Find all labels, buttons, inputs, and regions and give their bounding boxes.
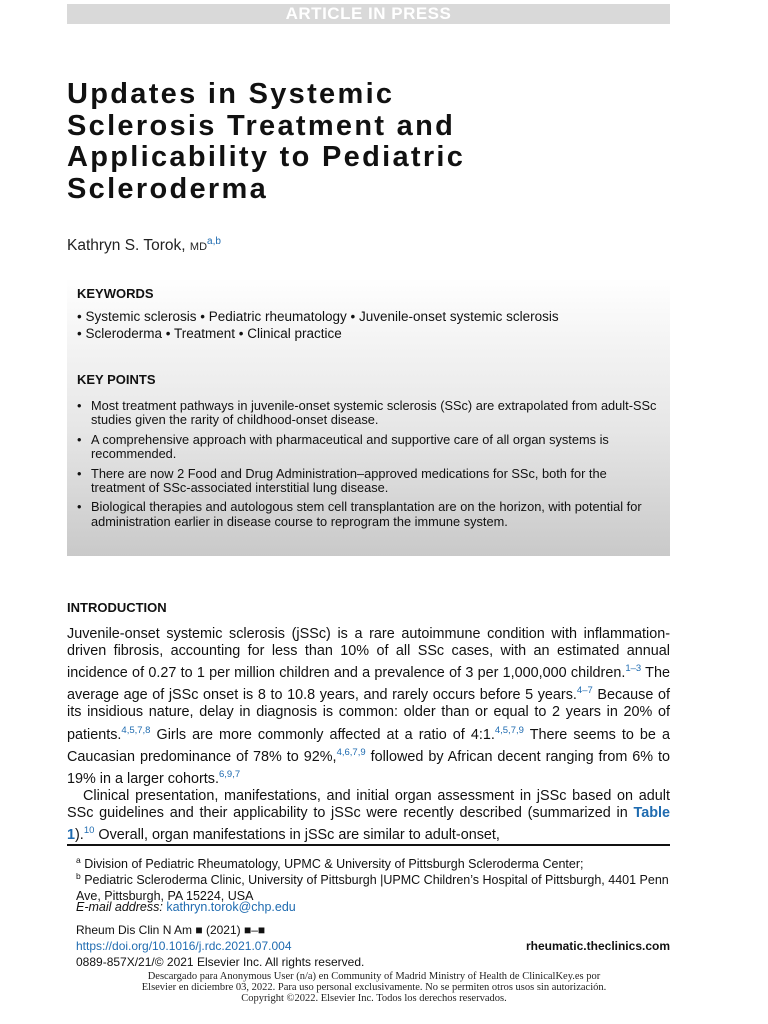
table-1-link[interactable]: Table 1: [67, 804, 670, 843]
text-run: followed by African decent ranging from 6% to 19% in a larger cohorts.: [67, 748, 671, 787]
keywords-keypoints-box: [67, 278, 670, 556]
article-in-press-banner: ARTICLE IN PRESS: [67, 4, 670, 24]
email-link[interactable]: kathryn.torok@chp.edu: [166, 900, 296, 914]
reference-link[interactable]: 4,5,7,8: [121, 724, 151, 736]
title-line: Applicability to Pediatric: [67, 141, 466, 173]
key-point-item: • A comprehensive approach with pharmaceutical and supportive care of all organ systems is recommended.: [77, 433, 659, 462]
footnote-mark: b: [76, 871, 81, 881]
keywords-line: • Scleroderma • Treatment • Clinical practice: [77, 326, 342, 341]
paragraph: [67, 788, 670, 844]
email-label: E-mail address:: [76, 900, 163, 914]
keywords-line: • Systemic sclerosis • Pediatric rheumatology • Juvenile-onset systemic sclerosis: [77, 309, 559, 324]
text-run: Because of its insidious nature, delay in diagnosis is common: older than or equal to 2 years in 20% of patients.: [67, 687, 670, 743]
reference-link[interactable]: 4,5,7,9: [494, 724, 524, 736]
key-point-item: • There are now 2 Food and Drug Administration–approved medications for SSc, both for the treatment of SSc-associated interstitial lung disease.: [77, 467, 659, 496]
introduction-body: [67, 626, 670, 844]
author-degree: MD: [189, 241, 208, 254]
keywords-heading: KEYWORDS: [77, 286, 154, 301]
title-line: Sclerosis Treatment and: [67, 109, 456, 142]
text-run: Overall, organ manifestations in jSSc are similar to adult-onset,: [94, 826, 500, 843]
title-line: Scleroderma: [67, 172, 268, 205]
key-point-item: • Most treatment pathways in juvenile-onset systemic sclerosis (SSc) are extrapolated from adult-SSc studies given the rarity of childhood-onset disease.: [77, 399, 659, 428]
author-name: Kathryn S. Torok,: [67, 237, 186, 255]
text-run: ).: [75, 826, 84, 843]
text-run: There seems to be a Caucasian predominance of 78% to 92%,: [67, 726, 670, 765]
footnote-text: Division of Pediatric Rheumatology, UPMC & University of Pittsburgh Scleroderma Center;: [80, 857, 584, 872]
text-run: Clinical presentation, manifestations, and initial organ assessment in jSSc based on adult SSc guidelines and their applicability to jSSc were recently described (summarized in: [67, 787, 670, 821]
reference-link[interactable]: 6,9,7: [218, 768, 241, 780]
title-line: Updates in Systemic: [67, 78, 395, 110]
paragraph: [67, 626, 670, 788]
key-points-list: [77, 399, 659, 534]
article-title: [67, 79, 627, 205]
text-run: Juvenile-onset systemic sclerosis (jSSc) is a rare autoimmune condition with inflammation-driven fibrosis, accounting for less than 10% of all SSc cases, with an estimated annual incidence of 0.27 to 1 per million children and a prevalence of 3 per 1,000,000 children.: [67, 626, 670, 682]
download-notice: Descargado para Anonymous User (n/a) en Community of Madrid Ministry of Health de ClinicalKey.es por Elsevier en diciembre 03, 2022. Para uso personal exclusivamente. No se permiten otros usos sin autorización. Copyright ©2022. Elsevier Inc. Todos los derechos reservados.: [141, 971, 607, 1004]
copyright-line: 0889-857X/21/© 2021 Elsevier Inc. All rights reserved.: [76, 955, 365, 969]
key-points-heading: KEY POINTS: [77, 372, 156, 387]
author-line: [67, 236, 221, 255]
journal-citation: Rheum Dis Clin N Am ■ (2021) ■–■: [76, 923, 266, 937]
reference-link[interactable]: 10: [83, 825, 95, 837]
footnote-mark: a: [76, 855, 81, 865]
reference-link[interactable]: 4,6,7,9: [336, 746, 366, 758]
footnote-email: [76, 899, 676, 915]
text-run: Girls are more commonly affected at a ratio of 4:1.: [150, 726, 495, 743]
author-affiliation-link[interactable]: a,b: [207, 236, 221, 247]
text-run: The average age of jSSc onset is 8 to 10.8 years, and rarely occurs before 5 years.: [67, 665, 670, 704]
doi-link[interactable]: https://doi.org/10.1016/j.rdc.2021.07.004: [76, 939, 292, 953]
key-point-item: • Biological therapies and autologous stem cell transplantation are on the horizon, with potential for administration earlier in disease course to reprogram the immune system.: [77, 500, 659, 529]
introduction-heading: INTRODUCTION: [67, 600, 167, 615]
footnote-text: Pediatric Scleroderma Clinic, University of Pittsburgh |UPMC Children’s Hospital of Pittsburgh, 4401 Penn Ave, Pittsburgh, PA 15224, USA: [76, 873, 669, 904]
footnote-divider: [67, 844, 670, 846]
reference-link[interactable]: 4–7: [576, 685, 593, 697]
journal-site: rheumatic.theclinics.com: [525, 939, 670, 953]
reference-link[interactable]: 1–3: [625, 663, 642, 675]
